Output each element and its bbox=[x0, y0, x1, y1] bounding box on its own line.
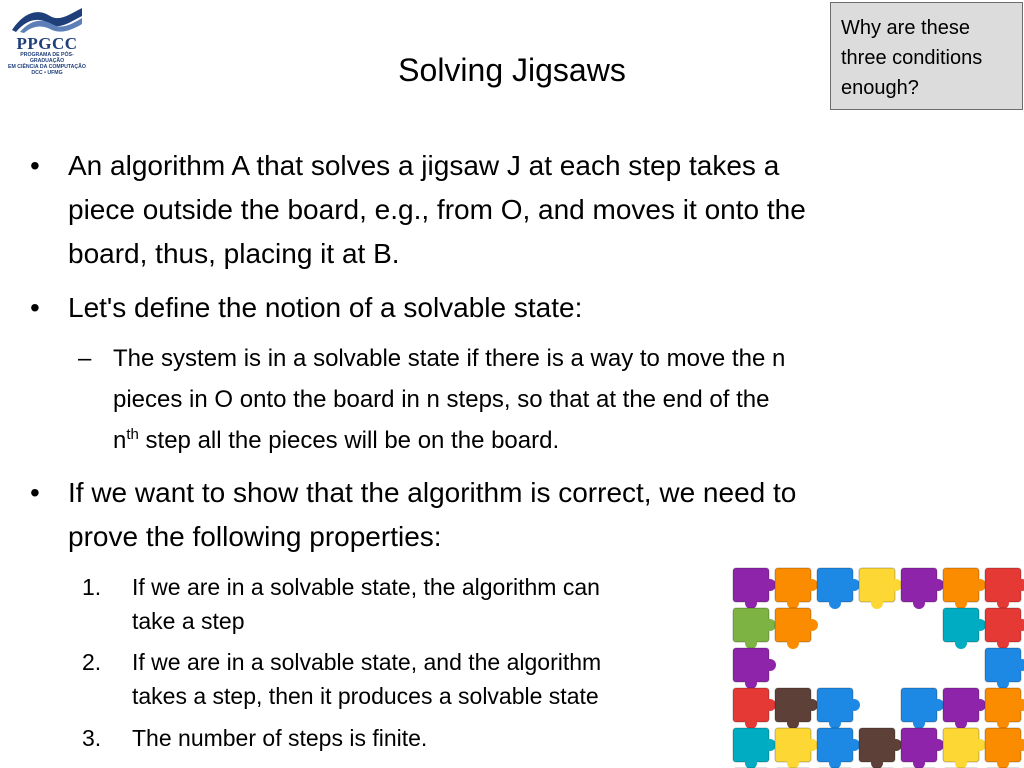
jigsaw-piece bbox=[733, 648, 776, 689]
text-line: If we want to show that the algorithm is correct, we need to bbox=[68, 477, 797, 508]
jigsaw-piece bbox=[733, 568, 776, 609]
text-line: If we are in a solvable state, the algorithm can bbox=[132, 574, 600, 600]
bullet-dot: • bbox=[30, 292, 40, 323]
jigsaw-pieces-image bbox=[730, 565, 1024, 768]
logo-subtitle-line: PROGRAMA DE PÓS-GRADUAÇÃO bbox=[20, 52, 74, 64]
jigsaw-piece bbox=[985, 648, 1024, 689]
logo-brand: PPGCC bbox=[16, 34, 78, 53]
text-line: An algorithm A that solves a jigsaw J at each step takes a bbox=[68, 150, 780, 181]
text-line: board, thus, placing it at B. bbox=[68, 238, 400, 269]
jigsaw-piece bbox=[985, 688, 1024, 729]
text-line: take a step bbox=[132, 608, 245, 634]
logo-wave-icon bbox=[10, 6, 84, 34]
jigsaw-piece bbox=[733, 688, 776, 729]
text-line: takes a step, then it produces a solvable state bbox=[132, 683, 599, 709]
sub-bullet-dash: – bbox=[78, 345, 92, 372]
jigsaw-piece bbox=[859, 728, 902, 768]
jigsaw-piece bbox=[901, 728, 944, 768]
item-text bbox=[132, 721, 732, 755]
sub-bullet-text bbox=[113, 338, 983, 461]
jigsaw-piece bbox=[943, 608, 986, 649]
jigsaw-piece bbox=[901, 688, 944, 729]
text-line: piece outside the board, e.g., from O, and moves it onto the bbox=[68, 194, 806, 225]
jigsaw-piece bbox=[775, 608, 818, 649]
jigsaw-piece bbox=[943, 568, 986, 609]
bullet-text bbox=[68, 144, 978, 276]
jigsaw-image-canvas bbox=[730, 565, 1024, 768]
bullet-text bbox=[68, 286, 978, 330]
item-number: 3. bbox=[82, 725, 102, 751]
bullet-dot: • bbox=[30, 477, 40, 508]
text-line: The number of steps is finite. bbox=[132, 725, 428, 751]
text-line: pieces in O onto the board in n steps, so that at the end of the bbox=[113, 386, 770, 413]
item-text bbox=[132, 570, 732, 638]
callout-line: enough? bbox=[841, 77, 919, 99]
jigsaw-piece bbox=[985, 568, 1024, 609]
text-line: prove the following properties: bbox=[68, 521, 442, 552]
jigsaw-piece bbox=[943, 688, 986, 729]
jigsaw-piece bbox=[943, 728, 986, 768]
bullet-dot: • bbox=[30, 150, 40, 181]
jigsaw-piece bbox=[817, 568, 860, 609]
jigsaw-piece bbox=[775, 568, 818, 609]
jigsaw-piece bbox=[985, 728, 1024, 768]
text-line bbox=[113, 420, 983, 461]
jigsaw-piece bbox=[901, 568, 944, 609]
text-line: The system is in a solvable state if there is a way to move the n bbox=[113, 345, 786, 372]
jigsaw-piece bbox=[775, 728, 818, 768]
text-fragment: n bbox=[113, 427, 127, 454]
callout-line: three conditions bbox=[841, 47, 983, 69]
jigsaw-piece bbox=[733, 608, 776, 649]
jigsaw-piece bbox=[733, 728, 776, 768]
item-text bbox=[132, 645, 732, 713]
jigsaw-piece bbox=[817, 688, 860, 729]
text-fragment: step all the pieces will be on the board. bbox=[138, 427, 560, 454]
logo-subtitle-line: DCC • UFMG bbox=[31, 70, 63, 76]
slide-title: Solving Jigsaws bbox=[398, 52, 626, 88]
superscript: th bbox=[126, 426, 139, 443]
jigsaw-piece bbox=[859, 568, 902, 609]
jigsaw-piece bbox=[817, 728, 860, 768]
jigsaw-piece bbox=[775, 688, 818, 729]
item-number: 1. bbox=[82, 574, 102, 600]
item-number: 2. bbox=[82, 649, 102, 675]
question-callout bbox=[830, 2, 1023, 110]
text-line: If we are in a solvable state, and the algorithm bbox=[132, 649, 602, 675]
jigsaw-piece bbox=[985, 608, 1024, 649]
bullet-text bbox=[68, 471, 978, 559]
logo-subtitle-line: EM CIÊNCIA DA COMPUTAÇÃO bbox=[8, 64, 86, 70]
callout-line: Why are these bbox=[841, 17, 970, 39]
text-line: Let's define the notion of a solvable state: bbox=[68, 292, 583, 323]
